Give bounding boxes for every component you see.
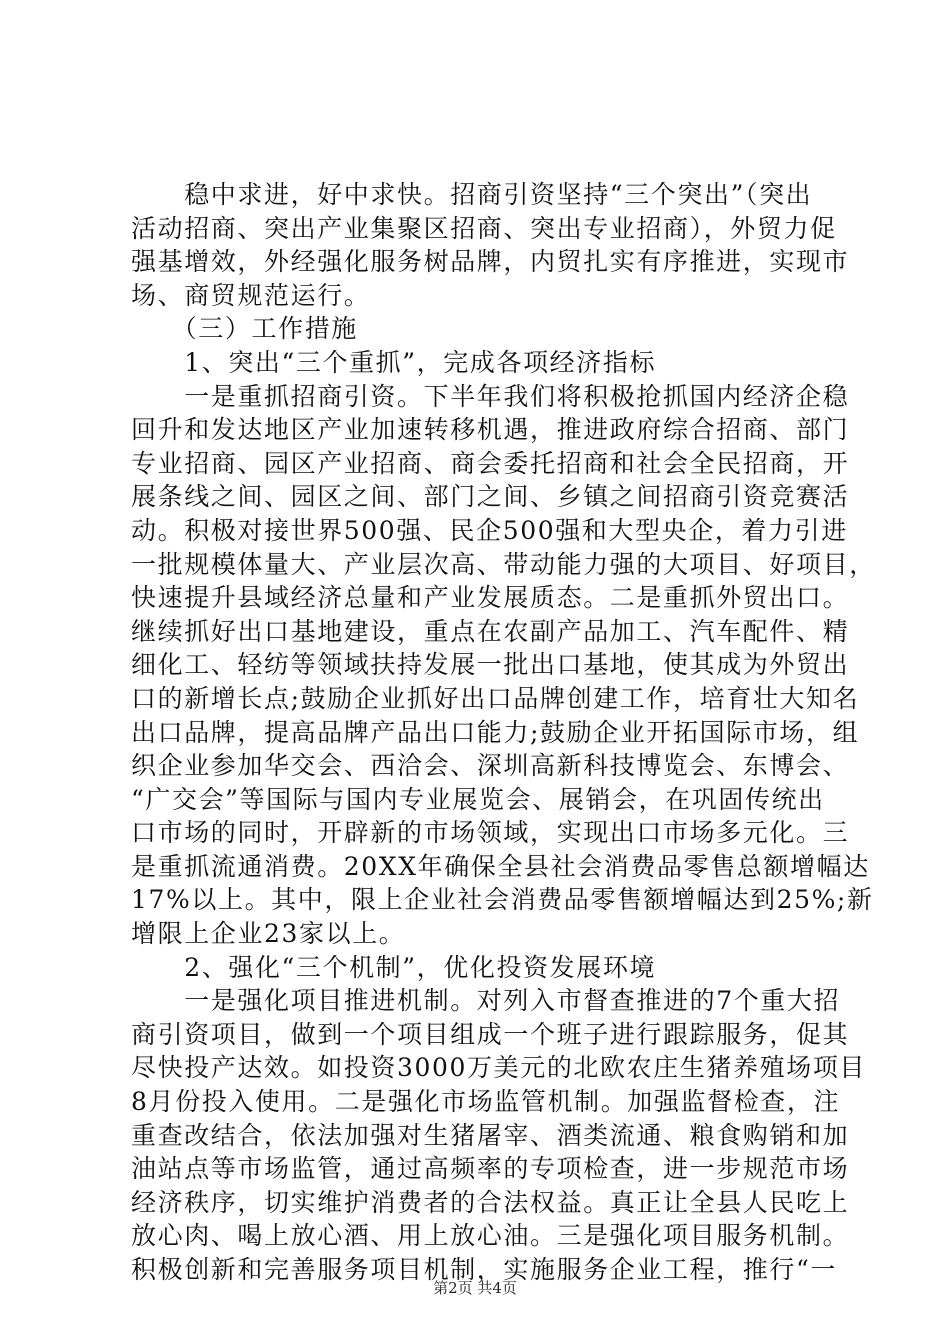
text-line: 17%以上。其中，限上企业社会消费品零售额增幅达到25%;新 xyxy=(131,885,874,915)
text-line: 展条线之间、园区之间、部门之间、乡镇之间招商引资竞赛活 xyxy=(131,482,850,512)
text-line: 增限上企业23家以上。 xyxy=(131,919,406,949)
text-line: 经济秩序，切实维护消费者的合法权益。真正让全县人民吃上 xyxy=(131,1187,850,1217)
text-line: 一是强化项目推进机制。对列入市督查推进的7个重大招 xyxy=(131,986,841,1016)
text-line: 继续抓好出口基地建设，重点在农副产品加工、汽车配件、精 xyxy=(131,616,850,646)
text-line: 口的新增长点;鼓励企业抓好出口品牌创建工作，培育壮大知名 xyxy=(131,683,860,713)
text-line: 尽快投产达效。如投资3000万美元的北欧农庄生猪养殖场项目 xyxy=(131,1053,867,1083)
text-line: 回升和发达地区产业加速转移机遇，推进政府综合招商、部门 xyxy=(131,415,850,445)
text-line: 口市场的同时，开辟新的市场领域，实现出口市场多元化。三 xyxy=(131,818,850,848)
text-line: 织企业参加华交会、西洽会、深圳高新科技博览会、东博会、 xyxy=(131,751,850,781)
text-line: 2、强化“三个机制”，优化投资发展环境 xyxy=(131,952,657,982)
text-line: 场、商贸规范运行。 xyxy=(131,280,371,310)
text-line: 重查改结合，依法加强对生猪屠宰、酒类流通、粮食购销和加 xyxy=(131,1120,850,1150)
text-line: 1、突出“三个重抓”，完成各项经济指标 xyxy=(131,347,657,377)
text-line: 快速提升县域经济总量和产业发展质态。二是重抓外贸出口。 xyxy=(131,583,850,613)
text-line: 一批规模体量大、产业层次高、带动能力强的大项目、好项目， xyxy=(131,549,876,579)
text-line: 油站点等市场监管，通过高频率的专项检查，进一步规范市场 xyxy=(131,1154,850,1184)
body-text xyxy=(131,178,876,1287)
text-line: 积极创新和完善服务项目机制，实施服务企业工程，推行“一 xyxy=(131,1255,837,1284)
text-line: 动。积极对接世界500强、民企500强和大型央企，着力引进 xyxy=(131,515,848,545)
text-line: 专业招商、园区产业招商、商会委托招商和社会全民招商，开 xyxy=(131,448,850,478)
text-line: （三）工作措施 xyxy=(131,314,358,344)
text-line: “广交会”等国际与国内专业展览会、展销会，在巩固传统出 xyxy=(131,784,825,814)
text-line: 稳中求进，好中求快。招商引资坚持“三个突出”（突出 xyxy=(131,180,813,209)
text-line: 出口品牌，提高品牌产品出口能力;鼓励企业开拓国际市场，组 xyxy=(131,717,860,747)
text-line: 一是重抓招商引资。下半年我们将积极抢抓国内经济企稳 xyxy=(131,381,850,411)
page-footer: 第2页 共4页 xyxy=(433,1279,517,1297)
text-line: 强基增效，外经强化服务树品牌，内贸扎实有序推进，实现市 xyxy=(131,247,850,277)
text-line: 活动招商、突出产业集聚区招商、突出专业招商），外贸力促 xyxy=(131,213,837,243)
text-line: 8月份投入使用。二是强化市场监管机制。加强监督检查，注 xyxy=(131,1087,841,1117)
text-line: 是重抓流通消费。20XX年确保全县社会消费品零售总额增幅达 xyxy=(131,851,870,881)
text-line: 细化工、轻纺等领域扶持发展一批出口基地，使其成为外贸出 xyxy=(131,650,850,680)
text-line: 放心肉、喝上放心酒、用上放心油。三是强化项目服务机制。 xyxy=(131,1221,850,1251)
text-line: 商引资项目，做到一个项目组成一个班子进行跟踪服务，促其 xyxy=(131,1019,850,1049)
